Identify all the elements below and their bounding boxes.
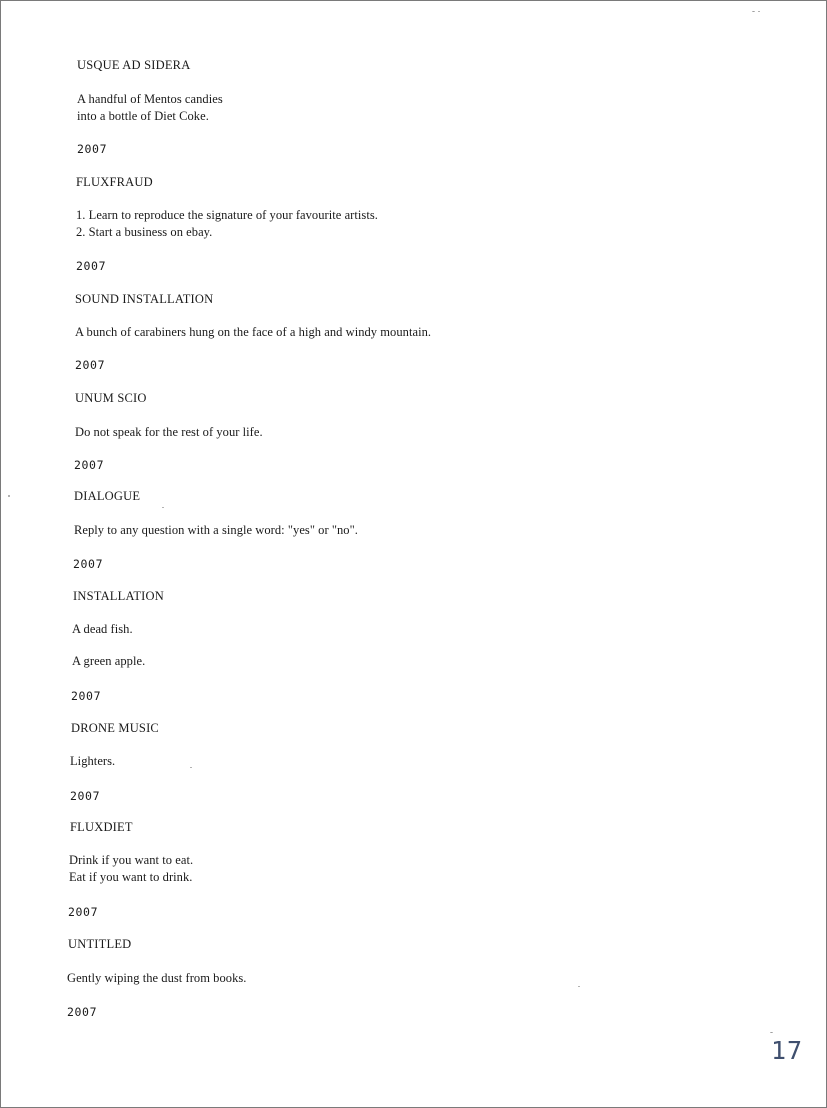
entry-year: 2007 <box>74 458 105 472</box>
text-line: Gently wiping the dust from books. <box>67 971 247 985</box>
entry-text-fluxdiet <box>69 852 193 886</box>
text-line: A green apple. <box>72 654 146 668</box>
entry-year: 2007 <box>70 789 101 803</box>
scan-speck <box>162 507 164 508</box>
text-line: A handful of Mentos candies <box>77 92 223 106</box>
scan-speck <box>190 767 192 768</box>
entry-title-untitled: UNTITLED <box>68 937 132 951</box>
text-line: Drink if you want to eat. <box>69 853 194 867</box>
entry-year: 2007 <box>67 1005 98 1019</box>
entry-title-installation: INSTALLATION <box>73 589 164 603</box>
entry-title-usque-ad-sidera: USQUE AD SIDERA <box>77 58 191 72</box>
entry-text-drone-music <box>70 753 115 770</box>
text-line: Do not speak for the rest of your life. <box>75 425 263 439</box>
text-line: A dead fish. <box>72 622 133 636</box>
scan-speck <box>578 986 580 987</box>
scan-speck <box>770 1032 773 1033</box>
entry-title-fluxdiet: FLUXDIET <box>70 820 133 834</box>
entry-text-dialogue <box>74 522 358 539</box>
entry-title-fluxfraud: FLUXFRAUD <box>76 175 153 189</box>
entry-year: 2007 <box>75 358 106 372</box>
page-number: 17 <box>771 1036 804 1065</box>
text-line: A bunch of carabiners hung on the face of a high and windy mountain. <box>75 325 432 339</box>
scan-speck <box>752 11 755 12</box>
scan-speck <box>758 11 760 12</box>
entry-title-sound-installation: SOUND INSTALLATION <box>75 292 214 306</box>
scan-speck <box>8 495 10 497</box>
entry-text-installation-1 <box>72 621 133 638</box>
text-line: Reply to any question with a single word: "yes" or "no". <box>74 523 358 537</box>
text-line: into a bottle of Diet Coke. <box>77 109 209 123</box>
entry-year: 2007 <box>71 689 102 703</box>
entry-title-drone-music: DRONE MUSIC <box>71 721 159 735</box>
entry-text-untitled <box>67 970 246 987</box>
entry-year: 2007 <box>73 557 104 571</box>
text-line: 1. Learn to reproduce the signature of your favourite artists. <box>76 208 378 222</box>
entry-title-dialogue: DIALOGUE <box>74 489 141 503</box>
entry-text-usque-ad-sidera <box>77 91 223 125</box>
entry-year: 2007 <box>77 142 108 156</box>
entry-title-unum-scio: UNUM SCIO <box>75 391 147 405</box>
entry-year: 2007 <box>76 259 107 273</box>
entry-text-sound-installation <box>75 324 431 341</box>
entry-year: 2007 <box>68 905 99 919</box>
text-line: Eat if you want to drink. <box>69 870 193 884</box>
entry-text-fluxfraud <box>76 207 378 241</box>
entry-text-unum-scio <box>75 424 263 441</box>
text-line: 2. Start a business on ebay. <box>76 225 213 239</box>
text-line: Lighters. <box>70 754 116 768</box>
entry-text-installation-2 <box>72 653 145 670</box>
